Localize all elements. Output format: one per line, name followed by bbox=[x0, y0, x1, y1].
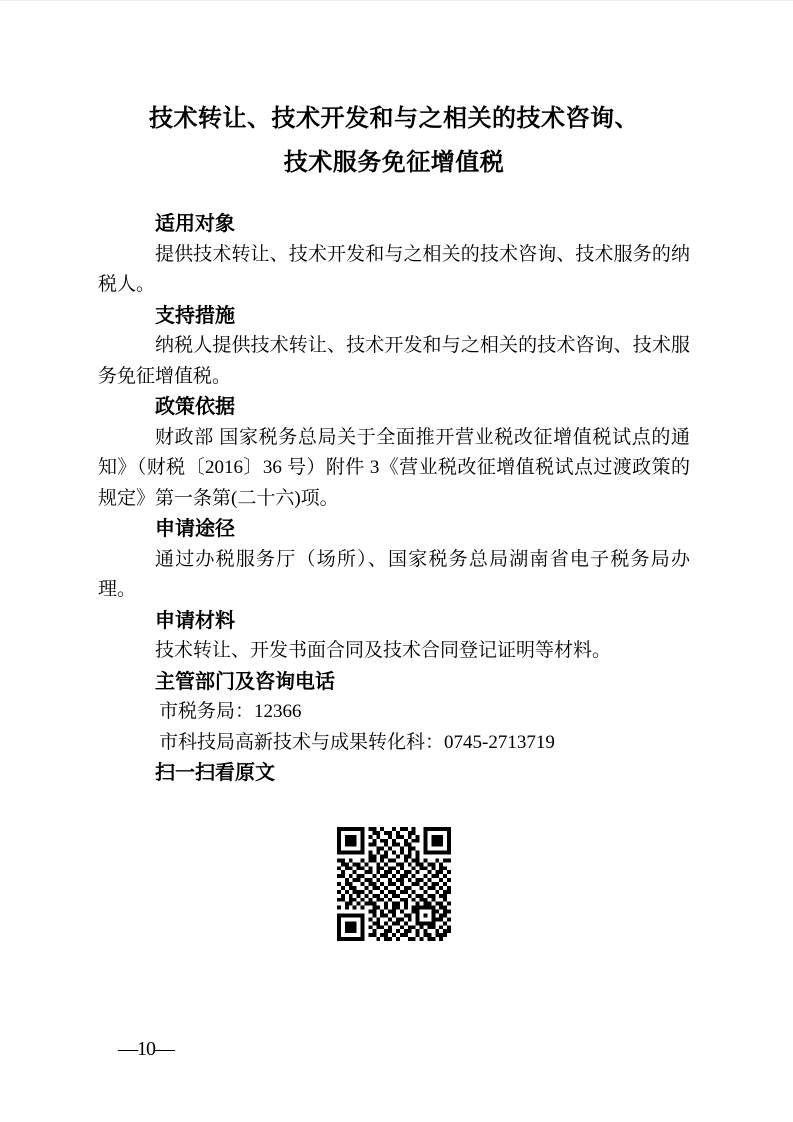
section-heading-application-channel: 申请途径 bbox=[155, 518, 235, 540]
document-content bbox=[98, 97, 690, 946]
section-heading-contact: 主管部门及咨询电话 bbox=[155, 670, 335, 693]
section-heading-scan-original: 扫一扫看原文 bbox=[155, 762, 275, 784]
title-line-2: 技术服务免征增值税 bbox=[283, 150, 505, 176]
section-policy-basis bbox=[98, 392, 690, 514]
section-applicable-target bbox=[98, 209, 690, 301]
section-scan-original bbox=[98, 758, 690, 789]
section-application-materials bbox=[98, 606, 690, 667]
section-support-measures bbox=[98, 301, 690, 393]
section-body-application-channel: 通过办税服务厅（场所）、国家税务总局湖南省电子税务局办理。 bbox=[98, 548, 690, 600]
section-body-applicable-target: 提供技术转让、技术开发和与之相关的技术咨询、技术服务的纳税人。 bbox=[98, 243, 690, 295]
section-heading-applicable-target: 适用对象 bbox=[155, 213, 235, 235]
section-application-channel bbox=[98, 514, 690, 606]
qr-code-icon bbox=[337, 827, 451, 941]
contact-line-tax-bureau: 市税务局：12366 bbox=[159, 701, 302, 722]
section-body-policy-basis: 财政部 国家税务总局关于全面推开营业税改征增值税试点的通知》（财税〔2016〕36 号）附件 3《营业税改征增值税试点过渡政策的规定》第一条第(二十六)项。 bbox=[98, 426, 690, 509]
section-heading-support-measures: 支持措施 bbox=[155, 304, 235, 327]
section-contact bbox=[98, 667, 690, 759]
document-title bbox=[98, 97, 690, 185]
page-number: —10— bbox=[118, 1038, 174, 1060]
section-body-support-measures: 纳税人提供技术转让、技术开发和与之相关的技术咨询、技术服务免征增值税。 bbox=[98, 335, 690, 387]
section-heading-application-materials: 申请材料 bbox=[155, 609, 235, 632]
section-heading-policy-basis: 政策依据 bbox=[155, 396, 235, 418]
contact-line-science-bureau: 市科技局高新技术与成果转化科：0745-2713719 bbox=[159, 731, 555, 753]
title-line-1: 技术转让、技术开发和与之相关的技术咨询、 bbox=[149, 106, 639, 132]
qr-code-container bbox=[98, 827, 690, 946]
section-body-application-materials: 技术转让、开发书面合同及技术合同登记证明等材料。 bbox=[155, 640, 612, 661]
